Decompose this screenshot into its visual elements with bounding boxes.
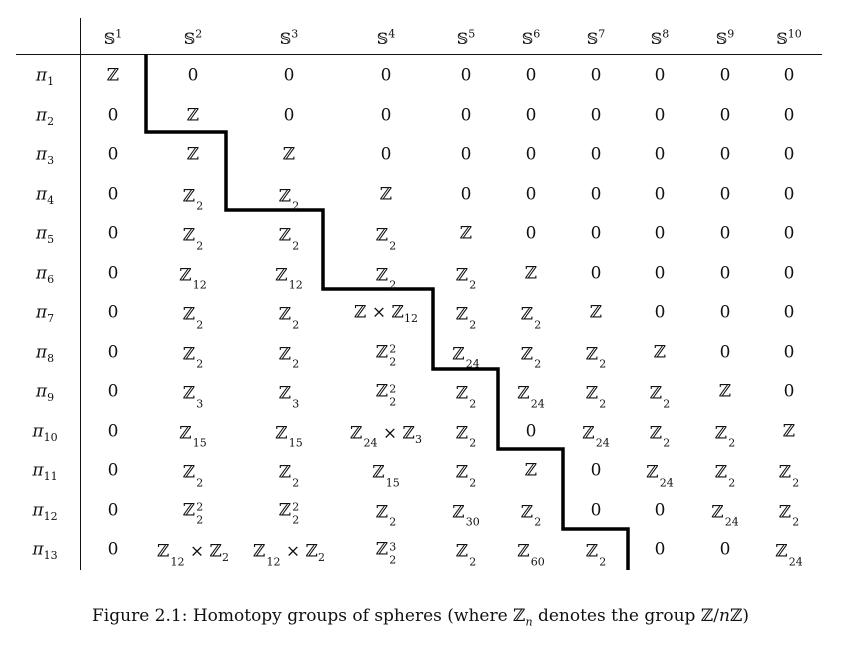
table-cell: ℤ 2	[182, 462, 204, 489]
table-cell: ℤ 2 2	[375, 381, 397, 408]
table-cell: 0	[107, 223, 119, 244]
table-cell: 0	[525, 65, 537, 86]
table-cell: ℤ 2	[585, 541, 607, 568]
table-cell: ℤ 3	[182, 383, 204, 410]
table-cell: 0	[719, 223, 731, 244]
table-cell: 0	[380, 144, 392, 165]
table-cell: 0	[654, 223, 666, 244]
table-cell: 0	[107, 421, 119, 441]
table-cell: ℤ 2 2	[278, 500, 300, 527]
table-cell: ℤ 2	[182, 225, 204, 252]
table-cell: 0	[783, 381, 795, 402]
table-cell: ℤ	[524, 460, 538, 481]
table-cell: ℤ 2	[375, 502, 397, 529]
table-cell: 0	[283, 105, 295, 125]
table-cell: 0	[590, 144, 602, 165]
table-cell: ℤ 2	[182, 344, 204, 371]
table-cell: ℤ 2	[455, 423, 477, 450]
row-label-pi9: $\pi_9$	[35, 381, 55, 404]
column-header-s3: 𝕊$^3$	[279, 27, 299, 48]
table-cell: 0	[460, 65, 472, 86]
row-label-pi6: $\pi_6$	[35, 263, 55, 286]
table-cell: 0	[590, 223, 602, 244]
table-cell: ℤ 24	[452, 344, 480, 371]
row-label-pi4: $\pi_4$	[35, 184, 55, 207]
table-cell: 0	[719, 539, 731, 560]
table-cell: 0	[719, 144, 731, 165]
row-label-pi5: $\pi_5$	[35, 223, 55, 246]
table-cell: ℤ 2	[455, 383, 477, 410]
table-cell: 0	[107, 500, 119, 520]
table-cell: ℤ	[718, 381, 732, 402]
table-cell: 0	[719, 263, 731, 283]
column-header-s1: 𝕊$^1$	[103, 27, 123, 48]
column-header-s8: 𝕊$^8$	[650, 27, 670, 48]
table-cell: ℤ 2	[375, 265, 397, 292]
table-cell: ℤ 30	[452, 502, 480, 529]
table-cell: 0	[719, 342, 731, 362]
table-cell: ℤ 2	[455, 462, 477, 489]
table-cell: 0	[783, 302, 795, 323]
table-cell: 0	[719, 65, 731, 86]
table-cell: 0	[107, 105, 119, 125]
table-cell: ℤ 2	[455, 541, 477, 568]
table-cell: ℤ 2	[649, 423, 671, 450]
table-cell: ℤ 60	[517, 541, 545, 568]
table-cell: ℤ × ℤ$_{12}$	[354, 302, 418, 325]
row-label-pi10: $\pi_{10}$	[32, 421, 58, 444]
table-cell: ℤ 2	[585, 344, 607, 371]
table-cell: ℤ 2	[649, 383, 671, 410]
table-cell: 0	[654, 302, 666, 323]
table-cell: ℤ	[106, 65, 120, 86]
table-cell: 0	[654, 144, 666, 165]
table-cell: 0	[283, 65, 295, 86]
table-cell: 0	[525, 144, 537, 165]
row-label-pi2: $\pi_2$	[35, 105, 55, 128]
table-cell: 0	[107, 342, 119, 362]
table-cell: 0	[460, 184, 472, 204]
table-cell: 0	[107, 144, 119, 165]
table-cell: ℤ 2 2	[182, 500, 204, 527]
table-cell: ℤ 12 × ℤ$_2$	[157, 541, 229, 568]
table-cell: ℤ 24	[517, 383, 545, 410]
table-cell: 0	[380, 105, 392, 125]
table-cell: ℤ 2	[520, 304, 542, 331]
table-cell: ℤ 2 2	[375, 342, 397, 369]
table-cell: ℤ	[782, 421, 796, 441]
table-cell: 0	[654, 184, 666, 204]
table-cell: 0	[590, 65, 602, 86]
table-cell: 0	[107, 460, 119, 481]
table-cell: 0	[107, 539, 119, 560]
table-cell: ℤ 2	[278, 186, 300, 213]
row-label-pi8: $\pi_8$	[35, 342, 55, 365]
figure-caption	[0, 606, 841, 629]
row-label-pi3: $\pi_3$	[35, 144, 55, 167]
row-label-pi13: $\pi_{13}$	[32, 539, 58, 562]
table-cell: ℤ 2	[182, 186, 204, 213]
table-cell: 0	[460, 144, 472, 165]
table-cell: ℤ	[186, 105, 200, 125]
table-cell: ℤ 3	[278, 383, 300, 410]
table-cell: ℤ	[186, 144, 200, 165]
table-cell: ℤ	[589, 302, 603, 323]
table-cell: 0	[783, 184, 795, 204]
table-cell: ℤ 24	[711, 502, 739, 529]
table-cell: ℤ 2	[455, 265, 477, 292]
table-cell: ℤ 15	[275, 423, 303, 450]
row-label-pi1: $\pi_1$	[35, 65, 55, 88]
table-cell: 0	[525, 223, 537, 244]
table-cell: 0	[654, 539, 666, 560]
table-cell: 0	[380, 65, 392, 86]
table-cell: 0	[187, 65, 199, 86]
table-cell: 0	[525, 184, 537, 204]
table-cell: ℤ 12	[179, 265, 207, 292]
table-cell: ℤ 12	[275, 265, 303, 292]
table-cell: ℤ	[379, 184, 393, 204]
table-cell: 0	[525, 421, 537, 441]
column-header-s9: 𝕊$^9$	[715, 27, 735, 48]
table-cell: ℤ 2	[278, 462, 300, 489]
table-cell: 0	[590, 500, 602, 520]
table-cell: 0	[590, 263, 602, 283]
table-cell: 0	[590, 105, 602, 125]
table-cell: ℤ	[653, 342, 667, 362]
table-cell: 0	[654, 500, 666, 520]
table-cell: ℤ 15	[372, 462, 400, 489]
table-cell: ℤ 2	[520, 344, 542, 371]
caption-prefix: Figure 2.1: Homotopy groups of spheres (where	[92, 606, 514, 626]
caption-zn: ℤ$_n$	[513, 606, 533, 629]
table-cell: ℤ 2	[520, 502, 542, 529]
table-cell: ℤ 2	[585, 383, 607, 410]
table-cell: 0	[107, 184, 119, 204]
table-cell: ℤ 2	[278, 225, 300, 252]
table-cell: ℤ 2	[714, 423, 736, 450]
table-cell: ℤ 3 2	[375, 539, 397, 566]
table-cell: ℤ 24	[775, 541, 803, 568]
table-cell: ℤ	[459, 223, 473, 244]
table-cell: 0	[107, 302, 119, 323]
table-cell: ℤ 24	[646, 462, 674, 489]
column-header-s7: 𝕊$^7$	[586, 27, 606, 48]
table-cell: 0	[719, 184, 731, 204]
column-header-s5: 𝕊$^5$	[456, 27, 476, 48]
table-cell: 0	[783, 144, 795, 165]
table-cell: 0	[107, 263, 119, 283]
table-cell: ℤ 2	[714, 462, 736, 489]
table-cell: ℤ	[524, 263, 538, 283]
row-label-pi11: $\pi_{11}$	[32, 460, 58, 483]
row-label-pi12: $\pi_{12}$	[32, 500, 58, 523]
table-cell: 0	[783, 105, 795, 125]
table-cell: ℤ 2	[778, 462, 800, 489]
table-cell: 0	[783, 263, 795, 283]
table-cell: 0	[590, 184, 602, 204]
column-header-s4: 𝕊$^4$	[376, 27, 396, 48]
caption-middle: denotes the group	[532, 606, 701, 626]
table-cell: 0	[460, 105, 472, 125]
table-cell: 0	[783, 223, 795, 244]
row-label-pi7: $\pi_7$	[35, 302, 55, 325]
table-cell: 0	[719, 302, 731, 323]
column-header-s6: 𝕊$^6$	[521, 27, 541, 48]
table-cell: ℤ 2	[455, 304, 477, 331]
table-cell: ℤ 2	[778, 502, 800, 529]
table-cell: ℤ 2	[278, 304, 300, 331]
table-cell: ℤ	[282, 144, 296, 165]
table-cell: 0	[525, 105, 537, 125]
table-cell: ℤ 24 × ℤ$_3$	[350, 423, 422, 450]
table-cell: 0	[783, 65, 795, 86]
table-cell: 0	[654, 65, 666, 86]
table-cell: ℤ 2	[182, 304, 204, 331]
table-cell: ℤ 2	[375, 225, 397, 252]
table-cell: 0	[654, 105, 666, 125]
caption-quotient: ℤ/nℤ)	[700, 606, 749, 626]
table-cell: 0	[719, 105, 731, 125]
table-cell: 0	[590, 460, 602, 481]
table-cell: 0	[107, 381, 119, 402]
table-cell: ℤ 2	[278, 344, 300, 371]
table-cell: 0	[654, 263, 666, 283]
column-header-s10: 𝕊$^{10}$	[776, 27, 802, 48]
table-cell: ℤ 24	[582, 423, 610, 450]
table-cell: ℤ 15	[179, 423, 207, 450]
table-cell: 0	[783, 342, 795, 362]
table-cell: ℤ 12 × ℤ$_2$	[253, 541, 325, 568]
column-header-s2: 𝕊$^2$	[183, 27, 203, 48]
